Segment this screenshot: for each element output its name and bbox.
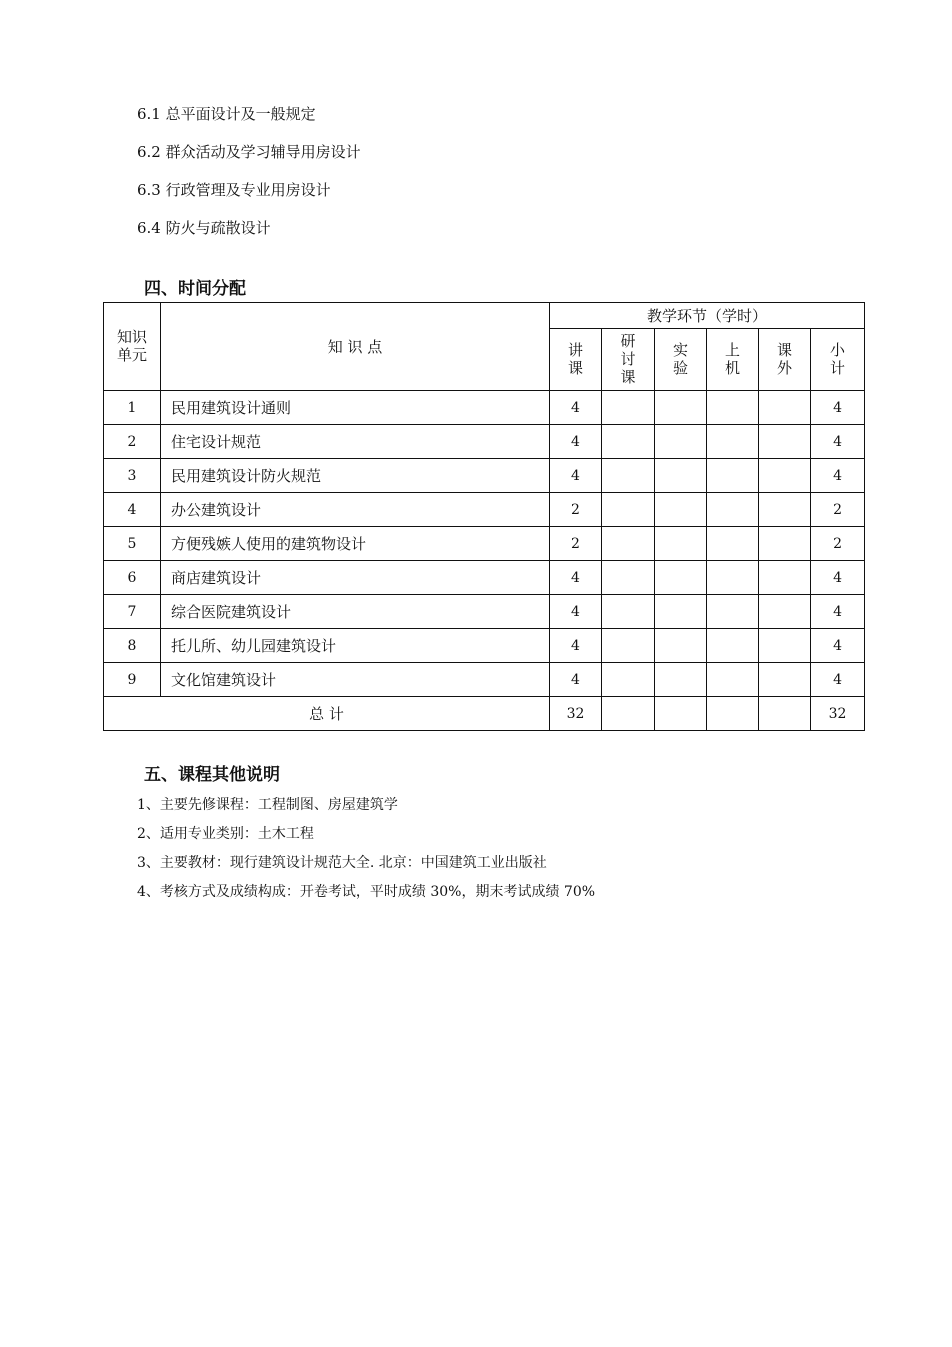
cell-seminar (602, 663, 655, 697)
cell-lab (655, 527, 707, 561)
cell-seminar (602, 527, 655, 561)
table-row (104, 663, 865, 697)
cell-seminar (602, 595, 655, 629)
header-computer: 上机 (707, 329, 759, 391)
cell-total-lab (655, 697, 707, 731)
cell-subtotal: 4 (811, 595, 865, 629)
table-row (104, 629, 865, 663)
cell-seminar (602, 391, 655, 425)
table-row (104, 527, 865, 561)
cell-extra (759, 595, 811, 629)
cell-seminar (602, 493, 655, 527)
cell-extra (759, 663, 811, 697)
note-item: 1、主要先修课程：工程制图、房屋建筑学 (137, 797, 398, 813)
outline-item: 6.3 行政管理及专业用房设计 (137, 181, 331, 199)
cell-unit: 7 (104, 595, 161, 629)
cell-seminar (602, 459, 655, 493)
cell-unit: 8 (104, 629, 161, 663)
cell-lecture: 2 (550, 493, 602, 527)
table-row (104, 459, 865, 493)
cell-extra (759, 459, 811, 493)
cell-subtotal: 2 (811, 493, 865, 527)
cell-total-extra (759, 697, 811, 731)
cell-unit: 5 (104, 527, 161, 561)
cell-lecture: 4 (550, 629, 602, 663)
outline-item: 6.4 防火与疏散设计 (137, 219, 271, 237)
header-point: 知 识 点 (161, 303, 550, 391)
cell-unit: 2 (104, 425, 161, 459)
cell-lecture: 2 (550, 527, 602, 561)
cell-subtotal: 4 (811, 459, 865, 493)
cell-lab (655, 629, 707, 663)
cell-point: 住宅设计规范 (161, 425, 550, 459)
cell-subtotal: 4 (811, 425, 865, 459)
cell-seminar (602, 629, 655, 663)
cell-point: 民用建筑设计通则 (161, 391, 550, 425)
cell-lecture: 4 (550, 595, 602, 629)
cell-point: 商店建筑设计 (161, 561, 550, 595)
cell-extra (759, 425, 811, 459)
cell-computer (707, 561, 759, 595)
cell-subtotal: 2 (811, 527, 865, 561)
cell-lecture: 4 (550, 459, 602, 493)
cell-extra (759, 561, 811, 595)
table-row (104, 493, 865, 527)
cell-extra (759, 629, 811, 663)
cell-point: 综合医院建筑设计 (161, 595, 550, 629)
header-extracurricular: 课外 (759, 329, 811, 391)
cell-lecture: 4 (550, 663, 602, 697)
cell-point: 托儿所、幼儿园建筑设计 (161, 629, 550, 663)
cell-lab (655, 459, 707, 493)
cell-lab (655, 663, 707, 697)
cell-computer (707, 391, 759, 425)
header-teaching-stages: 教学环节（学时） (550, 303, 865, 329)
table-row (104, 595, 865, 629)
section-heading-other-notes: 五、课程其他说明 (144, 765, 280, 785)
cell-unit: 6 (104, 561, 161, 595)
cell-unit: 1 (104, 391, 161, 425)
cell-computer (707, 425, 759, 459)
header-lecture: 讲课 (550, 329, 602, 391)
cell-subtotal: 4 (811, 391, 865, 425)
note-item: 3、主要教材：现行建筑设计规范大全. 北京：中国建筑工业出版社 (137, 855, 547, 871)
cell-computer (707, 493, 759, 527)
table-header-row (104, 303, 865, 329)
cell-point: 文化馆建筑设计 (161, 663, 550, 697)
note-item: 2、适用专业类别：土木工程 (137, 826, 314, 842)
outline-item: 6.1 总平面设计及一般规定 (137, 105, 316, 123)
cell-extra (759, 493, 811, 527)
cell-point: 方便残嫉人使用的建筑物设计 (161, 527, 550, 561)
cell-computer (707, 459, 759, 493)
cell-subtotal: 4 (811, 561, 865, 595)
header-lab: 实验 (655, 329, 707, 391)
cell-subtotal: 4 (811, 629, 865, 663)
cell-unit: 9 (104, 663, 161, 697)
cell-lecture: 4 (550, 391, 602, 425)
cell-total-label: 总 计 (104, 697, 550, 731)
table-total-row (104, 697, 865, 731)
cell-extra (759, 391, 811, 425)
time-allocation-table (103, 302, 865, 731)
cell-seminar (602, 425, 655, 459)
cell-computer (707, 527, 759, 561)
notes-list (137, 795, 595, 911)
cell-seminar (602, 561, 655, 595)
header-seminar: 研讨课 (602, 329, 655, 391)
cell-lecture: 4 (550, 561, 602, 595)
header-unit: 知识单元 (104, 303, 161, 391)
cell-unit: 4 (104, 493, 161, 527)
cell-lab (655, 391, 707, 425)
section-heading-time-allocation: 四、时间分配 (144, 279, 246, 299)
table-row (104, 391, 865, 425)
cell-lab (655, 425, 707, 459)
cell-lab (655, 595, 707, 629)
cell-lab (655, 561, 707, 595)
note-item: 4、考核方式及成绩构成：开卷考试，平时成绩 30%，期末考试成绩 70% (137, 884, 596, 900)
header-subtotal: 小计 (811, 329, 865, 391)
cell-computer (707, 595, 759, 629)
cell-subtotal: 4 (811, 663, 865, 697)
cell-computer (707, 663, 759, 697)
cell-total-computer (707, 697, 759, 731)
cell-unit: 3 (104, 459, 161, 493)
cell-lab (655, 493, 707, 527)
cell-point: 办公建筑设计 (161, 493, 550, 527)
outline-list (137, 102, 361, 254)
table-row (104, 561, 865, 595)
cell-lecture: 4 (550, 425, 602, 459)
cell-total-lecture: 32 (550, 697, 602, 731)
cell-total-subtotal: 32 (811, 697, 865, 731)
cell-computer (707, 629, 759, 663)
cell-point: 民用建筑设计防火规范 (161, 459, 550, 493)
cell-total-seminar (602, 697, 655, 731)
cell-extra (759, 527, 811, 561)
outline-item: 6.2 群众活动及学习辅导用房设计 (137, 143, 361, 161)
table-row (104, 425, 865, 459)
